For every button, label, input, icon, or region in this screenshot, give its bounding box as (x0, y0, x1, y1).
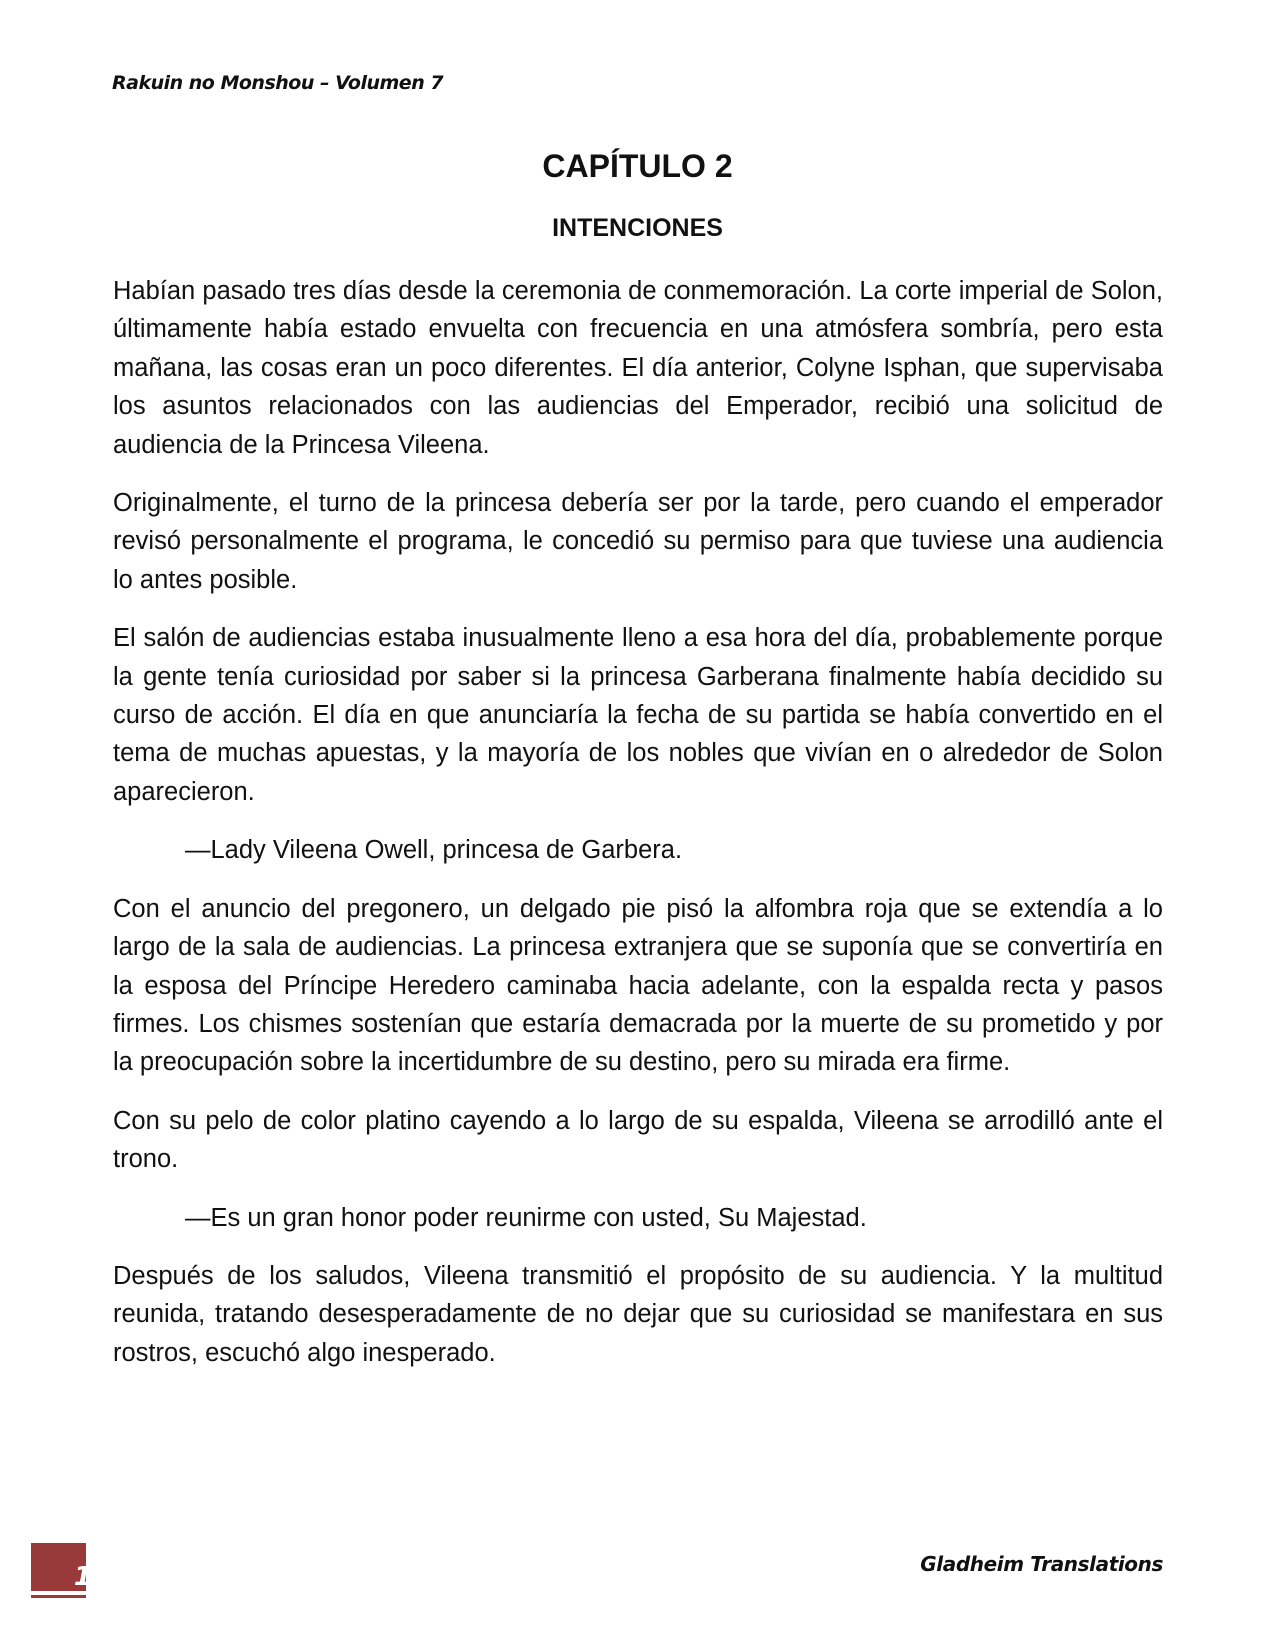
chapter-number: CAPÍTULO 2 (542, 148, 733, 184)
translator-credit: Gladheim Translations (920, 1552, 1163, 1576)
paragraph: Originalmente, el turno de la princesa debería ser por la tarde, pero cuando el emperador revisó personalmente el programa, le concedió su permiso para que tuviese una audiencia lo antes posible. (113, 489, 1163, 594)
paragraph: Habían pasado tres días desde la ceremonia de conmemoración. La corte imperial de Solon, últimamente había estado envuelta con frecuencia en una atmósfera sombría, pero esta mañana, las cosas eran un poco diferentes. El día anterior, Colyne Isphan, que supervisaba los asuntos relacionados con las audiencias del Emperador, recibió una solicitud de audiencia de la Princesa Vileena. (113, 277, 1163, 459)
paragraph: Con su pelo de color platino cayendo a lo largo de su espalda, Vileena se arrodilló ante el trono. (113, 1106, 1163, 1174)
paragraph: El salón de audiencias estaba inusualmente lleno a esa hora del día, probablemente porque la gente tenía curiosidad por saber si la princesa Garberana finalmente había decidido su curso de acción. El día en que anunciaría la fecha de su partida se había convertido en el tema de muchas apuestas, y la mayoría de los nobles que vivían en o alrededor de Solon aparecieron. (113, 624, 1163, 806)
chapter-title: INTENCIONES (552, 214, 723, 242)
dialog-line: —Lady Vileena Owell, princesa de Garbera. (185, 836, 683, 865)
body-text (113, 272, 1163, 1392)
page-number-box (31, 1543, 92, 1592)
running-header: Rakuin no Monshou – Volumen 7 (112, 72, 444, 94)
dialog-line: —Es un gran honor poder reunirme con usted, Su Majestad. (185, 1203, 867, 1232)
page-number-underline (31, 1595, 86, 1598)
paragraph: Después de los saludos, Vileena transmitió el propósito de su audiencia. Y la multitud reunida, tratando desesperadamente de no dejar que su curiosidad se manifestara en sus rostros, escuchó algo inesperado. (113, 1261, 1163, 1367)
page-number: 1 (73, 1562, 92, 1592)
paragraph: Con el anuncio del pregonero, un delgado pie pisó la alfombra roja que se extendía a lo largo de la sala de audiencias. La princesa extranjera que se suponía que se convertiría en la esposa del Príncipe Heredero caminaba hacia adelante, con la espalda recta y pasos firmes. Los chismes sostenían que estaría demacrada por la muerte de su prometido y por la preocupación sobre la incertidumbre de su destino, pero su mirada era firme. (113, 894, 1163, 1077)
